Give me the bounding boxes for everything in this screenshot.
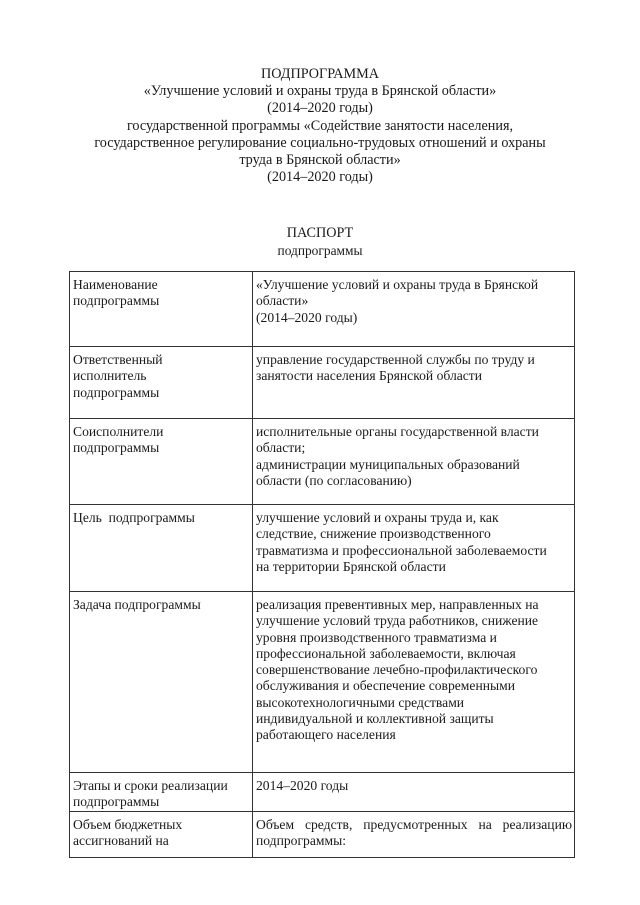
row-label-line: ассигнований на bbox=[73, 833, 169, 849]
row-value-line: «Улучшение условий и охраны труда в Брянской bbox=[256, 277, 539, 292]
row-value-line: подпрограммы: bbox=[256, 833, 346, 849]
row-value-line: улучшение условий и охраны труда и, как bbox=[256, 510, 499, 525]
row-value-line: совершенствование лечебно-профилактического bbox=[256, 662, 538, 678]
table-row-budget bbox=[70, 812, 575, 858]
row-value bbox=[253, 505, 575, 592]
row-value-line: администрации муниципальных образований bbox=[256, 456, 520, 472]
row-label-line: Объем бюджетных bbox=[73, 817, 183, 832]
header-line-years: (2014–2020 годы) bbox=[267, 100, 373, 117]
row-label-line: Наименование bbox=[73, 277, 158, 292]
table-row-name bbox=[70, 272, 575, 347]
row-label-line: Цель подпрограммы bbox=[73, 510, 195, 525]
header-line-subprogram-name: «Улучшение условий и охраны труда в Брянской области» bbox=[143, 83, 497, 100]
row-label bbox=[70, 773, 253, 812]
table-row-coexecutors bbox=[70, 419, 575, 505]
row-label bbox=[70, 592, 253, 773]
row-value bbox=[253, 592, 575, 773]
row-value-line: Объем средств, предусмотренных на реализацию bbox=[256, 817, 572, 832]
row-value-line: 2014–2020 годы bbox=[256, 778, 349, 793]
row-value-line: обслуживания и обеспечение современными bbox=[256, 678, 515, 694]
row-value-line: области» bbox=[256, 293, 309, 309]
passport-title: ПАСПОРТ bbox=[286, 225, 354, 241]
passport-table bbox=[69, 271, 575, 858]
row-label-line: подпрограммы bbox=[73, 384, 160, 400]
row-label-line: подпрограммы bbox=[73, 794, 160, 810]
table-row-goal bbox=[70, 505, 575, 592]
header-line-state-program-3: труда в Брянской области» bbox=[239, 152, 401, 169]
row-label bbox=[70, 812, 253, 858]
row-value-line: области (по согласованию) bbox=[256, 472, 412, 488]
header-line-state-years: (2014–2020 годы) bbox=[267, 169, 373, 186]
row-label-line: Соисполнители bbox=[73, 424, 164, 439]
row-value-line: улучшение условий труда работников, снижение bbox=[256, 613, 539, 629]
row-value bbox=[253, 773, 575, 812]
row-label-line: подпрограммы bbox=[73, 293, 160, 309]
row-label bbox=[70, 272, 253, 347]
row-value-line: реализация превентивных мер, направленных на bbox=[256, 597, 539, 612]
row-label-line: подпрограммы bbox=[73, 440, 160, 456]
row-value-line: следствие, снижение производственного bbox=[256, 526, 491, 542]
document-header bbox=[40, 66, 600, 186]
table-row-task bbox=[70, 592, 575, 773]
row-value bbox=[253, 419, 575, 505]
row-label bbox=[70, 505, 253, 592]
row-label-line: Этапы и сроки реализации bbox=[73, 778, 228, 793]
row-value bbox=[253, 347, 575, 419]
row-label-line: исполнитель bbox=[73, 368, 147, 384]
row-label-line: Задача подпрограммы bbox=[73, 597, 201, 612]
row-value-line: управление государственной службы по труду и bbox=[256, 352, 535, 367]
table-row-responsible bbox=[70, 347, 575, 419]
row-value-line: на территории Брянской области bbox=[256, 558, 446, 574]
row-value-line: работающего населения bbox=[256, 727, 396, 743]
row-label-line: Ответственный bbox=[73, 352, 163, 367]
row-value-line: индивидуальной и коллективной защиты bbox=[256, 711, 494, 727]
row-label bbox=[70, 419, 253, 505]
row-value-line: уровня производственного травматизма и bbox=[256, 629, 497, 645]
header-line-program: ПОДПРОГРАММА bbox=[260, 66, 379, 82]
row-value-line: (2014–2020 годы) bbox=[256, 309, 358, 325]
row-value-line: высокотехнологичными средствами bbox=[256, 694, 465, 710]
row-value-line: области; bbox=[256, 440, 306, 456]
header-line-state-program-2: государственное регулирование социально-трудовых отношений и охраны bbox=[94, 134, 546, 151]
passport-subtitle: подпрограммы bbox=[277, 243, 363, 258]
row-label bbox=[70, 347, 253, 419]
row-value-line: травматизма и профессиональной заболеваемости bbox=[256, 542, 547, 558]
header-line-state-program-1: государственной программы «Содействие занятости населения, bbox=[126, 117, 514, 134]
row-value-line: исполнительные органы государственной власти bbox=[256, 424, 539, 439]
row-value bbox=[253, 272, 575, 347]
row-value-line: профессиональной заболеваемости, включая bbox=[256, 645, 516, 661]
table-row-stages bbox=[70, 773, 575, 812]
row-value bbox=[253, 812, 575, 858]
row-value-line: занятости населения Брянской области bbox=[256, 368, 483, 384]
